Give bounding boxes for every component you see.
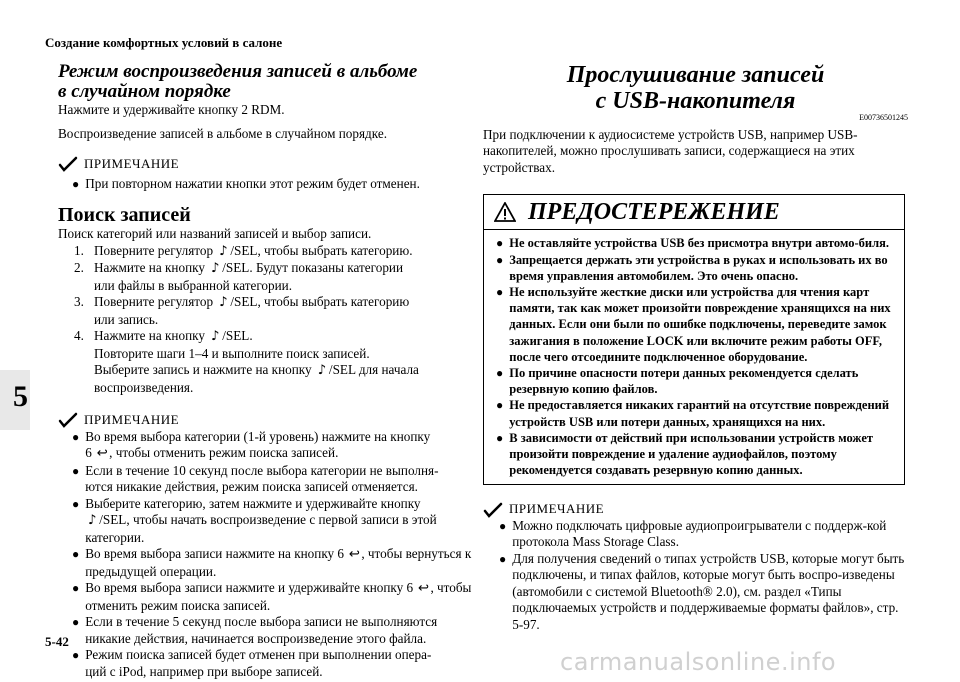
note-item: ● Если в течение 10 секунд после выбора категории не выполня- ются никакие действия, режим поиска записей отменяется. bbox=[72, 462, 439, 494]
random-instruction: Нажмите и удерживайте кнопку 2 RDM. bbox=[58, 102, 285, 117]
step-4: 4. Нажмите на кнопку ♪ /SEL. Повторите шаги 1–4 и выполните поиск записей. Выберите запись и нажмите на кнопку ♪ /SEL для начала воспроизведения. bbox=[74, 328, 419, 395]
warning-box bbox=[483, 194, 905, 485]
pen-icon bbox=[58, 156, 78, 172]
note-item: ● При повторном нажатии кнопки этот режим будет отменен. bbox=[72, 175, 420, 191]
pen-icon bbox=[58, 412, 78, 428]
note-heading-3: ПРИМЕЧАНИЕ bbox=[483, 501, 908, 518]
note-item: ● Во время выбора записи нажмите на кнопку 6 ↩, чтобы вернуться к предыдущей операции. bbox=[72, 546, 472, 579]
doc-code: E00736501245 bbox=[859, 113, 908, 122]
warning-item: ● Не предоставляется никаких гарантий на отсутствие повреждений устройств USB или потери данных, хранящихся на них. bbox=[496, 398, 890, 429]
search-intro: Поиск категорий или названий записей и выбор записи. bbox=[58, 226, 372, 241]
search-title: Поиск записей bbox=[58, 204, 191, 226]
random-description: Воспроизведение записей в альбоме в случайном порядке. bbox=[58, 125, 387, 141]
note-item: ● Во время выбора категории (1-й уровень) нажмите на кнопку 6 ↩, чтобы отменить режим поиска записей. bbox=[72, 428, 431, 461]
left-column bbox=[58, 62, 478, 680]
note-item: ● Во время выбора записи нажмите и удерживайте кнопку 6 ↩, чтобы отменить режим поиска записей. bbox=[72, 580, 472, 613]
dial-icon: ♪ bbox=[88, 513, 97, 528]
back-icon: ↩ bbox=[348, 547, 360, 562]
page-number: 5-42 bbox=[45, 634, 69, 649]
dial-icon: ♪ bbox=[219, 243, 228, 259]
search-steps bbox=[58, 243, 478, 397]
warning-item: ● По причине опасности потери данных рекомендуется сделать резервную копию файлов. bbox=[496, 365, 859, 397]
warning-list bbox=[484, 230, 904, 484]
note-heading-2: ПРИМЕЧАНИЕ bbox=[58, 412, 478, 429]
dial-icon: ♪ bbox=[211, 329, 220, 344]
step-2: 2. Нажмите на кнопку ♪ /SEL. Будут показаны категории или файлы в выбранной категории. bbox=[74, 260, 404, 293]
note-item: ● Для получения сведений о типах устройств USB, которые могут быть подключены, и типах файлов, которые могут быть воспро-изведены (автомобили с системой Bluetooth® 2.0), см. раздел «Типы подключаемых устройств и поддерживаемые форматы файлов», стр. 5-97. bbox=[499, 550, 905, 632]
step-1: 1. Поверните регулятор ♪ /SEL, чтобы выбрать категорию. bbox=[74, 242, 413, 259]
note-list-3 bbox=[483, 518, 908, 634]
back-icon: ↩ bbox=[417, 581, 429, 596]
back-icon: ↩ bbox=[96, 446, 108, 461]
dial-icon: ♪ bbox=[219, 295, 228, 310]
note-heading: ПРИМЕЧАНИЕ bbox=[58, 156, 478, 173]
warning-item: ● Запрещается держать эти устройства в руках и использовать их во время управления автомобилем. Это очень опасно. bbox=[496, 252, 888, 283]
note-item: ● Режим поиска записей будет отменен при выполнении опера- ций с iPod, например при выборе записей. bbox=[72, 647, 432, 679]
note-item: ● Выберите категорию, затем нажмите и удерживайте кнопку ♪ /SEL, чтобы начать воспроизведение с первой записи в этой категории. bbox=[72, 495, 437, 545]
warning-item: ● Не оставляйте устройства USB без присмотра внутри автомо-биля. bbox=[496, 236, 890, 250]
warning-icon bbox=[494, 202, 516, 222]
note-list-2 bbox=[58, 429, 478, 681]
pen-icon bbox=[483, 502, 503, 518]
usb-intro: При подключении к аудиосистеме устройств USB, например USB-накопителей, можно прослушивать записи, содержащиеся на этих устройствах. bbox=[483, 126, 858, 175]
warning-header: ПРЕДОСТЕРЕЖЕНИЕ bbox=[484, 195, 904, 230]
warning-item: ● В зависимости от действий при использовании устройств может произойти повреждение и удаление аудиофайлов, поэтому рекомендуется создавать резервную копию данных. bbox=[496, 430, 874, 478]
random-title: Режим воспроизведения записей в альбоме в случайном порядке bbox=[58, 61, 418, 102]
warning-item: ● Не используйте жесткие диски или устройства для чтения карт памяти, так как может произойти повреждение хранящихся на них данных. Если они были по ошибке подключены, переведите замок зажигания в положение LOCK или включите режим работы OFF, после чего отсоедините подключенное оборудование. bbox=[496, 284, 891, 364]
usb-title: Прослушивание записей с USB-накопителя bbox=[566, 62, 825, 114]
step-3: 3. Поверните регулятор ♪ /SEL, чтобы выбрать категорию или запись. bbox=[74, 294, 410, 327]
page-header: Создание комфортных условий в салоне bbox=[45, 35, 283, 50]
chapter-tab-number: 5 bbox=[13, 380, 28, 413]
note-item: ● Если в течение 5 секунд после выбора записи не выполняются никакие действия, начинается воспроизведение этого файла. bbox=[72, 614, 438, 646]
bullet-icon: ● bbox=[72, 176, 80, 191]
dial-icon: ♪ bbox=[211, 261, 220, 276]
dial-icon: ♪ bbox=[317, 363, 327, 378]
note-item: ● Можно подключать цифровые аудиопроигрыватели с поддерж-кой протокола Mass Storage Class. bbox=[499, 517, 887, 550]
right-column bbox=[483, 62, 908, 633]
watermark: carmanualsonline.info bbox=[560, 648, 837, 676]
